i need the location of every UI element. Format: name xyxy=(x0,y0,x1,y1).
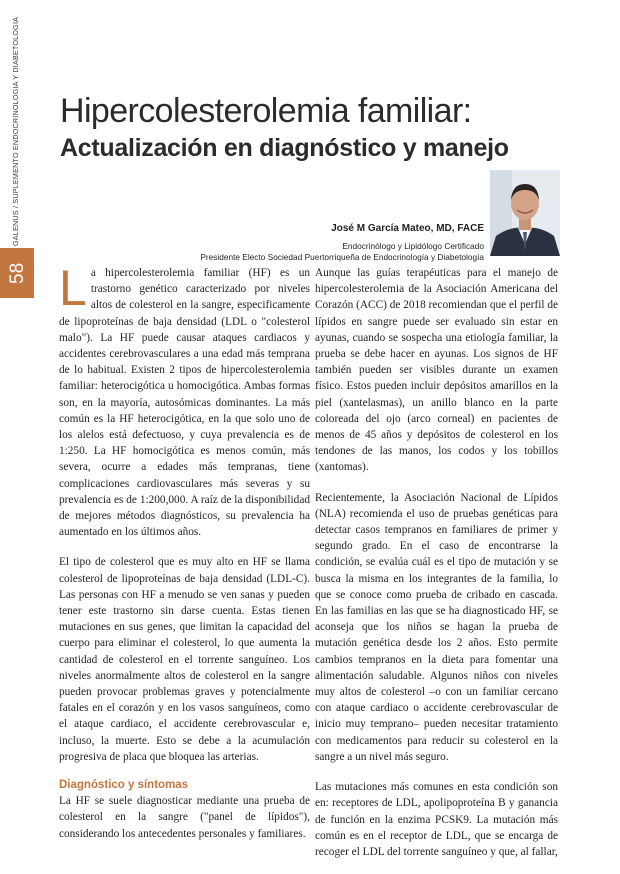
author-block xyxy=(200,222,484,263)
running-head: GALENUS / SUPLEMENTO ENDOCRINOLOGIA Y DIABETOLOGIA xyxy=(11,16,20,246)
author-title: Endocrinólogo y Lipidólogo Certificado xyxy=(342,241,484,251)
paragraph-4: Aunque las guías terapéuticas para el manejo de hipercolesterolemia de la Asociación Americana del Corazón (ACC) de 2018 recomiendan que el perfil de lípidos en sangre puede ser evaluado sin estar en ayunas, cuando se sospecha una etiología familiar, la prueba se debe hacer en ayunas. Los signos de HF también pueden ser visibles durante un examen físico. Estos pueden incluir depósitos amarillos en la piel (xantelasmas), un anillo blanco en la parte coloreada del ojo (arco corneal) en pacientes de menos de 45 años y depósitos de colesterol en los tendones de las manos, los codos y los tobillos (xantomas). xyxy=(315,267,558,474)
column-right xyxy=(315,265,558,874)
author-photo xyxy=(490,170,560,256)
paragraph-intro-text: a hipercolesterolemia familiar (HF) es un trastorno genético caracterizado por niveles altos de colesterol en la sangre, especificamente de lipoproteínas de baja densidad (LDL o "colesterol malo"). La HF puede causar ataques cardiacos y accidentes cerebrovasculares a una edad más temprana de lo habitual. Existen 2 tipos de hipercolesterolemia familiar: heterocigótica u homocigótica. Ambas formas son, en la mayoría, autosómicas dominantes. La más común es la HF heterocigótica, en la que solo uno de los alelos está defectuoso, y cuya prevalencia es de 1:250. La HF homocigótica es menos común, más severa, ocurre a edades más tempranas, tiene complicaciones cardiovasculares más severas y su prevalencia es de 1:200,000. A raíz de la disponibilidad de mejores métodos diagnósticos, su prevalencia ha aumentado en los últimos años. xyxy=(59,267,310,539)
sidebar xyxy=(0,0,34,802)
paragraph-2: El tipo de colesterol que es muy alto en HF se llama colesterol de lipoproteínas de baja densidad (LDL-C). Las personas con HF a menudo se ven sanas y pueden tener este trastorno sin darse cuenta. Estas tienen mutaciones en sus genes, que limitan la capacidad del cuerpo para eliminar el colesterol, lo que aumenta la cantidad de colesterol en el torrente sanguíneo. Los niveles anormalmente altos de colesterol en la sangre pueden provocar problemas graves y potencialmente fatales en el corazón y en los vasos sanguíneos, como el ataque cardiaco, el accidente cerebrovascular e, incluso, la muerte. Esto se debe a la acumulación progresiva de placa que bloquea las arterias. xyxy=(59,556,310,763)
article-subtitle: Actualización en diagnóstico y manejo xyxy=(60,134,509,162)
paragraph-3: La HF se suele diagnosticar mediante una prueba de colesterol en la sangre ("panel de lípidos"), considerando los antecedentes personales y familiares. xyxy=(59,795,310,840)
author-portrait-image xyxy=(490,170,560,256)
author-affiliation: Presidente Electo Sociedad Puertorriqueña de Endocrinología y Diabetología xyxy=(200,252,484,262)
page-number: 58 xyxy=(7,262,28,284)
page-number-tab xyxy=(0,248,34,298)
article-title: Hipercolesterolemia familiar: xyxy=(60,92,472,130)
section-heading: Diagnóstico y síntomas xyxy=(59,779,189,792)
drop-cap: L xyxy=(59,260,87,316)
author-name: José M García Mateo, MD, FACE xyxy=(331,223,484,234)
paragraph-5: Recientemente, la Asociación Nacional de Lípidos (NLA) recomienda el uso de pruebas genéticas para detectar casos tempranos en familiares de primer y segundo grado. En el caso de encontrarse la condición, se evalúa cuál es el tipo de mutación y se busca la misma en los integrantes de la familia, lo que se conoce como prueba de cribado en cascada. En las familias en las que se ha diagnosticado HF, se aconseja que los niños se hagan la prueba de mutación genética desde los 2 años. Esto permite cambios tempranos en la dieta para fomentar una alimentación saludable. Algunos niños con niveles muy altos de colesterol –o con un familiar cercano con ataque cardiaco o accidente cerebrovascular de inicio muy temprano– pueden necesitar tratamiento con medicamentos para reducir su colesterol en la sangre a un nivel más seguro. xyxy=(315,491,558,763)
paragraph-6: Las mutaciones más comunes en esta condición son en: receptores de LDL, apolipoproteína B y ganancia de función en la enzima PCSK9. La mutación más común es en el receptor de LDL, que se encarga de recoger el LDL del torrente sanguíneo y que, al fallar, xyxy=(315,781,558,858)
paragraph-intro xyxy=(59,260,310,540)
column-left xyxy=(59,260,310,856)
